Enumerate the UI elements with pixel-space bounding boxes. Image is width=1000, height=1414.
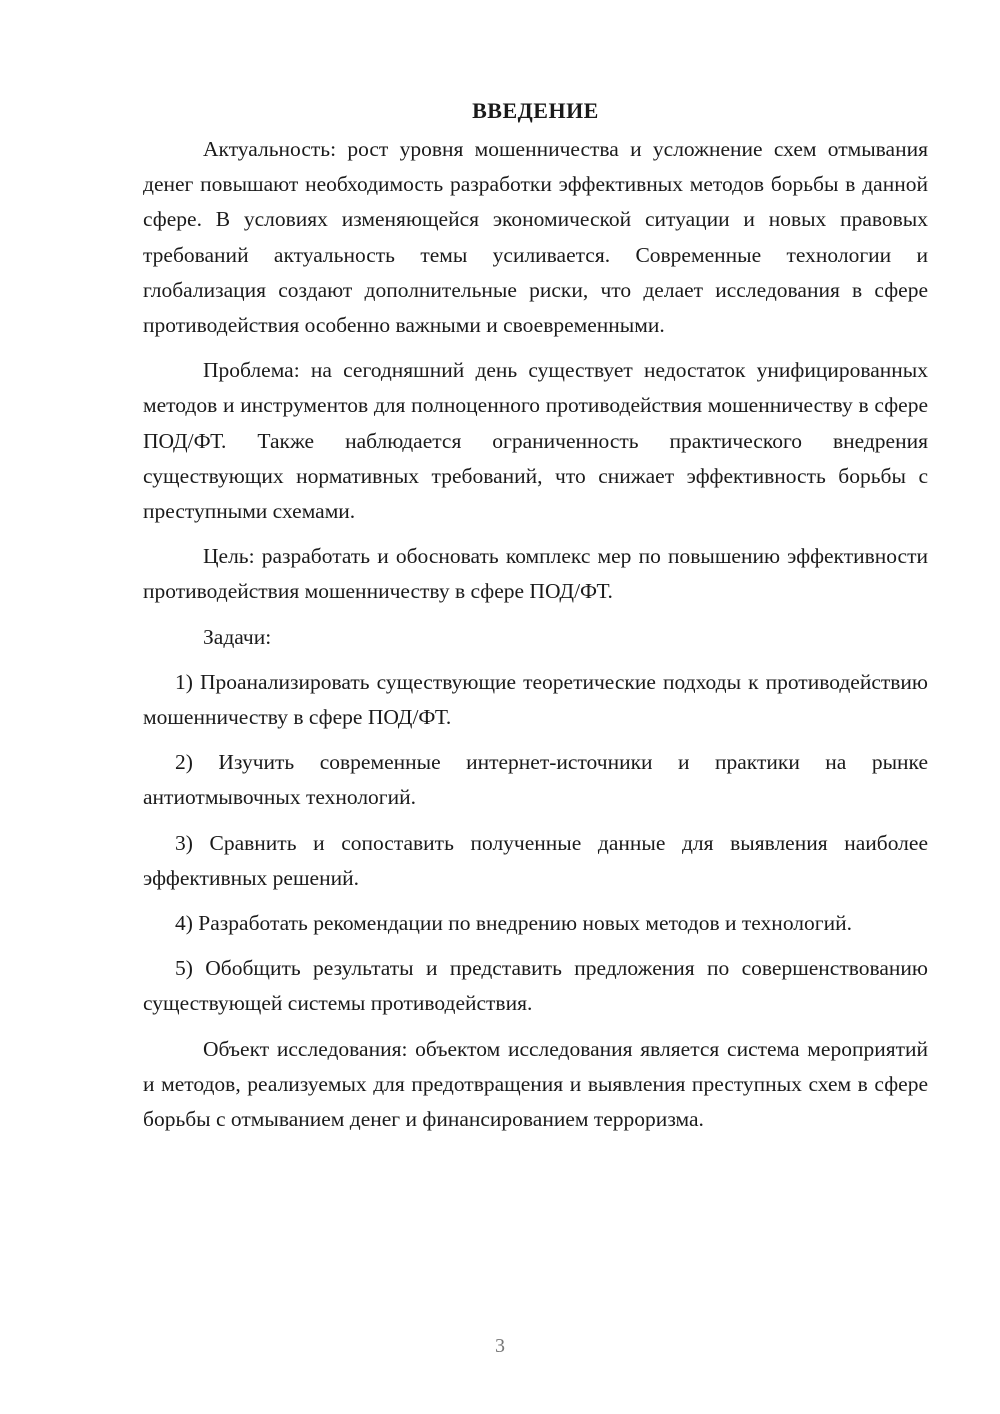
page-number: 3 [495,1335,505,1357]
task-item-3: 3) Сравнить и сопоставить полученные данные для выявления наиболее эффективных решений. [143,830,928,890]
tasks-list [143,665,928,1022]
task-item-4: 4) Разработать рекомендации по внедрению новых методов и технологий. [175,911,852,936]
tasks-label: Задачи: [203,624,272,649]
task-item-1: 1) Проанализировать существующие теоретические подходы к противодействию мошенничеству в сфере ПОД/ФТ. [143,669,928,730]
goal-paragraph: Цель: разработать и обосновать комплекс мер по повышению эффективности противодействия мошенничеству в сфере ПОД/ФТ. [143,544,928,604]
task-item-5: 5) Обобщить результаты и представить предложения по совершенствованию существующей системы противодействия. [143,956,928,1016]
task-item-2: 2) Изучить современные интернет-источники и практики на рынке антиотмывочных технологий. [143,750,928,810]
object-paragraph: Объект исследования: объектом исследования является система мероприятий и методов, реализуемых для предотвращения и выявления преступных схем в сфере борьбы с отмыванием денег и финансированием терроризма. [143,1036,928,1132]
problem-paragraph: Проблема: на сегодняшний день существует недостаток унифицированных методов и инструментов для полноценного противодействия мошенничеству в сфере ПОД/ФТ. Также наблюдается ограниченность практического внедрения существующих нормативных требований, что снижает эффективность борьбы с преступными схемами. [143,358,928,524]
section-heading: ВВЕДЕНИЕ [472,98,599,123]
relevance-paragraph: Актуальность: рост уровня мошенничества и усложнение схем отмывания денег повышают необходимость разработки эффективных методов борьбы в данной сфере. В условиях изменяющейся экономической ситуации и новых правовых требований актуальность темы усиливается. Современные технологии и глобализация создают дополнительные риски, что делает исследования в сфере противодействия особенно важными и своевременными. [143,137,928,338]
document-page [143,96,928,1147]
